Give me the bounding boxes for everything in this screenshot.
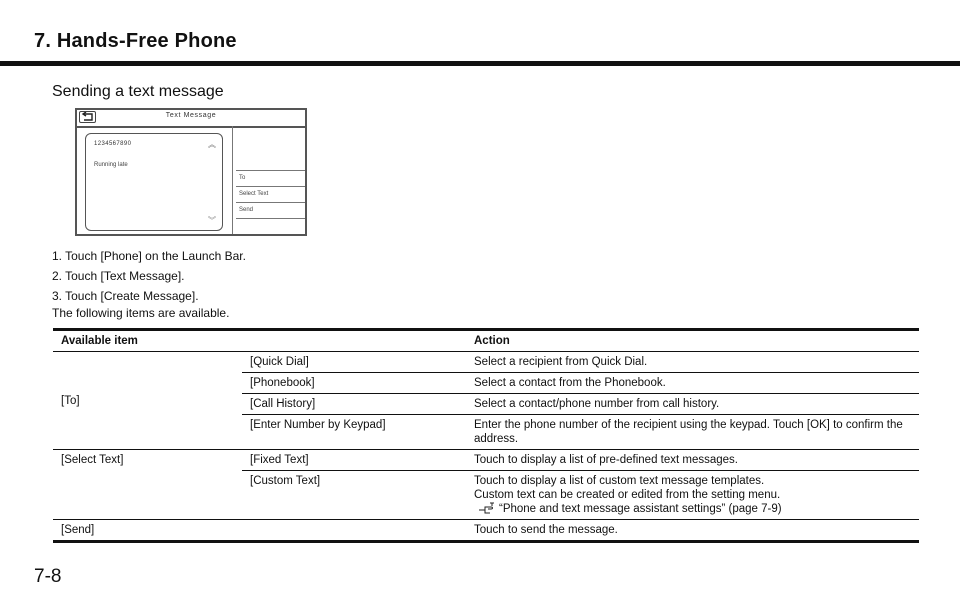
available-items-table xyxy=(53,328,919,543)
table-row xyxy=(53,352,919,373)
menu-item-send: Send xyxy=(236,203,305,219)
table-row xyxy=(53,450,919,471)
steps-list xyxy=(52,246,246,306)
action-phonebook: Select a contact from the Phonebook. xyxy=(466,373,919,394)
screen-title: Text Message xyxy=(165,112,217,119)
header-available-item: Available item xyxy=(61,335,138,347)
chevron-up-icon: ︽ xyxy=(208,140,216,149)
text-message-screen-illustration xyxy=(75,108,307,236)
action-custom-text xyxy=(466,471,919,520)
action-call-history: Select a contact/phone number from call history. xyxy=(466,394,919,415)
message-text: Running late xyxy=(94,162,128,168)
custom-text-reference xyxy=(474,502,911,516)
item-select-text: [Select Text] xyxy=(53,450,242,520)
header-rule xyxy=(0,61,960,66)
step-item: 2. Touch [Text Message]. xyxy=(52,269,185,283)
action-quick-dial: Select a recipient from Quick Dial. xyxy=(466,352,919,373)
item-to: [To] xyxy=(53,352,242,450)
option-phonebook: [Phonebook] xyxy=(242,373,466,394)
reference-text: “Phone and text message assistant settings” (page 7-9) xyxy=(499,503,782,515)
option-call-history: [Call History] xyxy=(242,394,466,415)
custom-text-action-line-2: Custom text can be created or edited from the setting menu. xyxy=(474,489,781,501)
action-send: Touch to send the message. xyxy=(466,520,919,542)
action-keypad: Enter the phone number of the recipient using the keypad. Touch [OK] to confirm the address. xyxy=(466,415,919,450)
table-header-row xyxy=(53,330,919,352)
menu-item-select-text: Select Text xyxy=(236,187,305,203)
custom-text-action-line-1: Touch to display a list of custom text message templates. xyxy=(474,475,765,487)
page-number: 7-8 xyxy=(34,566,62,587)
step-item: 1. Touch [Phone] on the Launch Bar. xyxy=(52,249,246,263)
option-quick-dial: [Quick Dial] xyxy=(242,352,466,373)
message-box xyxy=(85,133,223,231)
chapter-title: 7. Hands-Free Phone xyxy=(34,30,237,52)
section-title: Sending a text message xyxy=(52,83,224,100)
header-action: Action xyxy=(474,335,510,347)
action-fixed-text: Touch to display a list of pre-defined text messages. xyxy=(466,450,919,471)
option-custom-text: [Custom Text] xyxy=(242,471,466,520)
table-row xyxy=(53,520,919,542)
step-item: 3. Touch [Create Message]. xyxy=(52,289,199,303)
menu-item-to: To xyxy=(236,170,305,187)
side-menu xyxy=(232,126,305,234)
chevron-down-icon: ︾ xyxy=(208,216,216,225)
item-send: [Send] xyxy=(53,520,466,542)
option-fixed-text: [Fixed Text] xyxy=(242,450,466,471)
reference-pointer-icon xyxy=(478,502,496,514)
option-keypad: [Enter Number by Keypad] xyxy=(242,415,466,450)
intro-text: The following items are available. xyxy=(52,306,230,320)
recipient-number: 1234567890 xyxy=(94,141,132,147)
